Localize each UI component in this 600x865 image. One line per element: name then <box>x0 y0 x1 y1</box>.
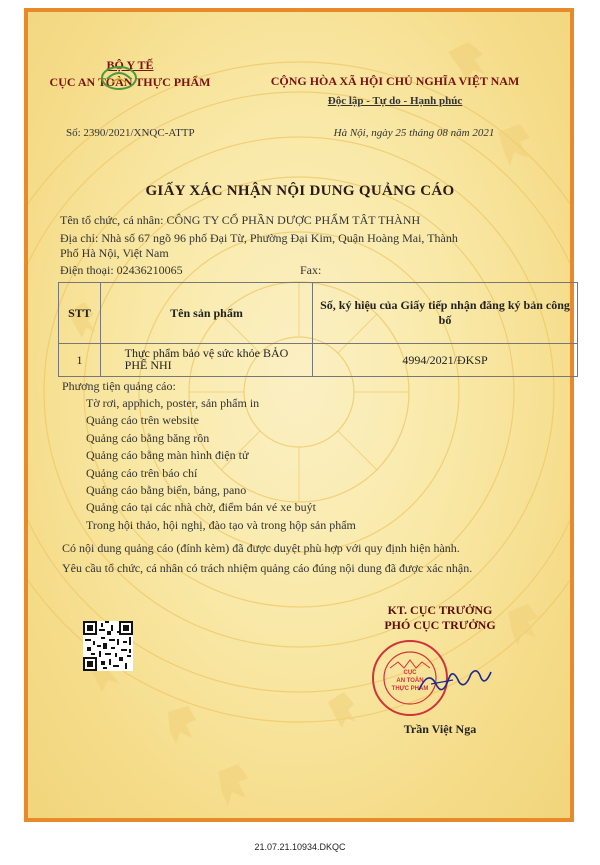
responsibility-note: Yêu cầu tổ chức, cá nhân có trách nhiệm quảng cáo đúng nội dung đã được xác nhận. <box>62 561 473 575</box>
qr-code-icon <box>83 621 133 671</box>
col-header-registration: Số, ký hiệu của Giấy tiếp nhận đăng ký bản công bố <box>313 283 578 344</box>
list-item: Quảng cáo trên báo chí <box>86 465 198 480</box>
page-title: GIẤY XÁC NHẬN NỘI DUNG QUẢNG CÁO <box>145 183 455 199</box>
signer-title-2: PHÓ CỤC TRƯỞNG <box>384 618 496 632</box>
list-item: Quảng cáo bằng biển, bảng, pano <box>86 482 247 497</box>
country-name: CỘNG HÒA XÃ HỘI CHỦ NGHĨA VIỆT NAM <box>270 74 520 88</box>
list-item: Trong hội thảo, hội nghị, đào tạo và trong hộp sản phẩm <box>86 517 356 532</box>
signer-name: Trần Việt Nga <box>403 722 477 736</box>
media-heading: Phương tiện quảng cáo: <box>62 379 176 393</box>
cell-stt: 1 <box>59 344 101 377</box>
svg-text:THỰC PHẨM: THỰC PHẨM <box>391 686 429 692</box>
list-item: Quảng cáo trên website <box>86 413 199 428</box>
col-header-product: Tên sản phẩm <box>101 283 313 344</box>
svg-text:CỤC: CỤC <box>403 670 417 676</box>
svg-text:AN TOÀN: AN TOÀN <box>396 678 424 684</box>
national-motto: Độc lập - Tự do - Hạnh phúc <box>327 95 463 107</box>
applicant-fax: Fax: <box>300 263 322 277</box>
applicant-address-line2: Phố Hà Nội, Việt Nam <box>60 246 169 260</box>
signer-title-1: KT. CỤC TRƯỞNG <box>387 603 493 617</box>
handwritten-signature-icon <box>415 660 495 700</box>
cell-registration: 4994/2021/ĐKSP <box>313 344 578 377</box>
approval-note: Có nội dung quảng cáo (đính kèm) đã được duyệt phù hợp với quy định hiện hành. <box>62 541 460 555</box>
media-list <box>86 396 356 535</box>
header-right <box>250 74 540 107</box>
list-item: Quảng cáo bằng màn hình điện tử <box>86 448 249 463</box>
document-number: Số: 2390/2021/XNQC-ATTP <box>66 127 195 139</box>
footer-code: 21.07.21.10934.DKQC <box>254 842 346 852</box>
org-name: CỤC AN TOÀN THỰC PHẨM <box>49 75 211 89</box>
product-table <box>58 282 578 377</box>
applicant-name: Tên tổ chức, cá nhân: CÔNG TY CỔ PHẦN DƯỢC PHẨM TÂT THÀNH <box>60 213 421 227</box>
applicant-address-line1: Địa chỉ: Nhà số 67 ngõ 96 phố Đại Từ, Phường Đại Kim, Quận Hoàng Mai, Thành <box>60 231 458 245</box>
col-header-stt: STT <box>59 283 101 344</box>
table-header-row <box>59 283 578 344</box>
applicant-phone: Điện thoại: 02436210065 <box>60 263 183 277</box>
parent-org: BỘ Y TẾ <box>106 58 154 72</box>
list-item: Tờ rơi, apphich, poster, sản phẩm in <box>86 396 260 410</box>
cell-product: Thực phẩm bảo vệ sức khỏe BẢO PHẾ NHI <box>101 344 313 377</box>
document-date: Hà Nội, ngày 25 tháng 08 năm 2021 <box>333 127 495 139</box>
list-item: Quảng cáo bằng băng rôn <box>86 430 210 445</box>
list-item: Quảng cáo tại các nhà chờ, điểm bán vé xe buýt <box>86 500 316 515</box>
vfa-logo-icon <box>100 65 138 91</box>
table-row <box>59 344 578 377</box>
